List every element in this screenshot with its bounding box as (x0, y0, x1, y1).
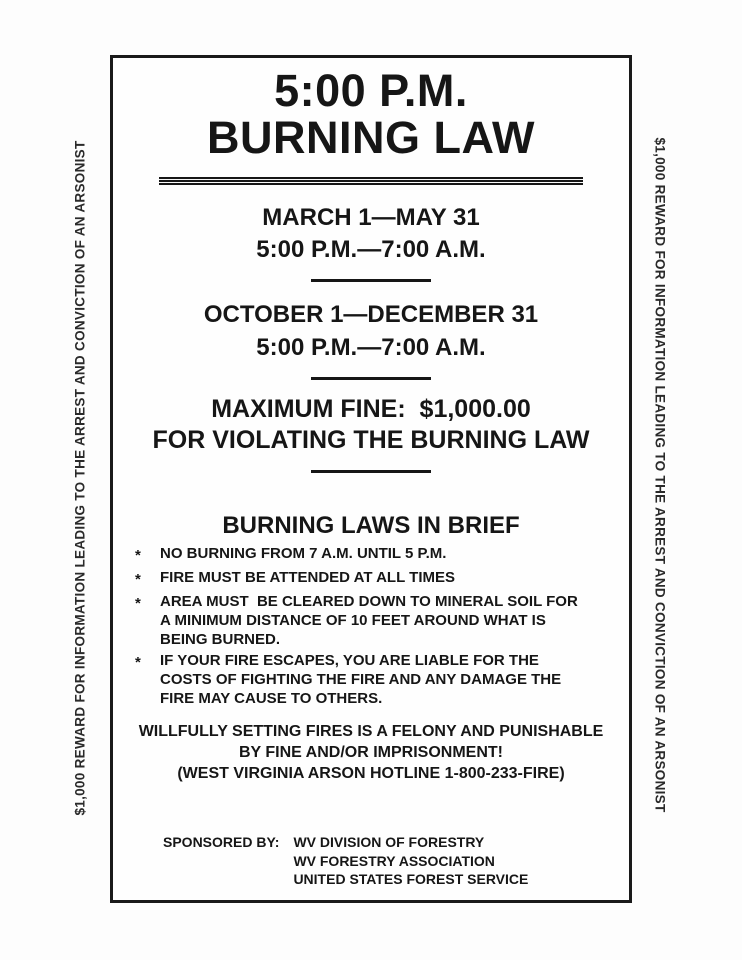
felony-warning (113, 722, 629, 784)
short-divider (311, 279, 431, 282)
thick-divider (159, 177, 583, 185)
period-hours: 5:00 P.M.—7:00 A.M. (256, 333, 486, 361)
short-divider (311, 377, 431, 380)
period-dates: OCTOBER 1—DECEMBER 31 (203, 301, 539, 329)
asterisk-bullet: * (135, 594, 141, 612)
fine-amount: MAXIMUM FINE: $1,000.00 (211, 395, 531, 424)
brief-section-heading: BURNING LAWS IN BRIEF (222, 511, 520, 539)
arson-hotline: (WEST VIRGINIA ARSON HOTLINE 1-800-233-FIRE) (177, 764, 565, 782)
asterisk-bullet: * (135, 654, 141, 672)
burning-period-fall (113, 299, 629, 364)
period-dates: MARCH 1—MAY 31 (262, 203, 480, 231)
list-item (135, 569, 580, 590)
felony-line: WILLFULLY SETTING FIRES IS A FELONY AND PUNISHABLE (138, 723, 604, 741)
maximum-fine-statement (113, 394, 629, 457)
list-item-text: IF YOUR FIRE ESCAPES, YOU ARE LIABLE FOR THE COSTS OF FIGHTING THE FIRE AND ANY DAMAGE THE FIRE MAY CAUSE TO OTHERS. (160, 652, 566, 708)
poster-title-time: 5:00 P.M. (274, 65, 468, 116)
burning-laws-list (113, 545, 629, 709)
list-item (135, 545, 580, 566)
left-reward-vertical-text: $1,000 REWARD FOR INFORMATION LEADING TO THE ARREST AND CONVICTION OF AN ARSONIST (72, 140, 88, 816)
burning-period-spring (113, 202, 629, 267)
sponsor-name: UNITED STATES FOREST SERVICE (293, 870, 529, 887)
sponsor-list (293, 833, 528, 888)
list-item (135, 593, 580, 650)
felony-line: BY FINE AND/OR IMPRISONMENT! (238, 743, 503, 761)
list-item-text: NO BURNING FROM 7 A.M. UNTIL 5 P.M. (160, 544, 447, 562)
sponsor-name: WV DIVISION OF FORESTRY (293, 834, 485, 851)
list-item (135, 652, 580, 709)
fine-reason: FOR VIOLATING THE BURNING LAW (152, 426, 590, 455)
right-reward-vertical-text: $1,000 REWARD FOR INFORMATION LEADING TO THE ARREST AND CONVICTION OF AN ARSONIST (652, 137, 668, 813)
sponsored-by-label: SPONSORED BY: (163, 834, 280, 851)
period-hours: 5:00 P.M.—7:00 A.M. (256, 235, 486, 263)
short-divider (311, 470, 431, 473)
poster-title-law: BURNING LAW (207, 112, 535, 164)
sponsored-by-block (163, 833, 528, 888)
list-item-text: FIRE MUST BE ATTENDED AT ALL TIMES (160, 568, 455, 586)
list-item-text: AREA MUST BE CLEARED DOWN TO MINERAL SOIL FOR A MINIMUM DISTANCE OF 10 FEET AROUND WHAT IS BEING BURNED. (160, 592, 582, 648)
sponsor-name: WV FORESTRY ASSOCIATION (293, 852, 495, 869)
asterisk-bullet: * (135, 546, 141, 564)
burning-law-poster (110, 55, 632, 903)
asterisk-bullet: * (135, 570, 141, 588)
